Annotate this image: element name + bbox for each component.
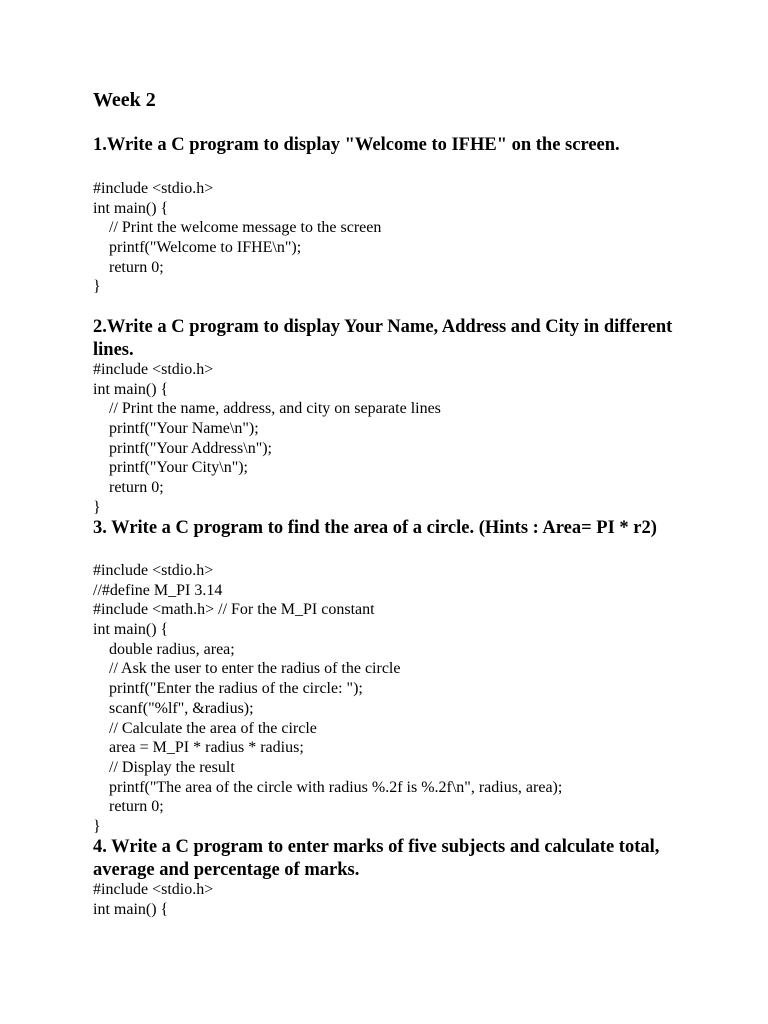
code-line: return 0; bbox=[93, 479, 164, 497]
code-line: scanf("%lf", &radius); bbox=[93, 699, 254, 717]
code-line: // Print the name, address, and city on separate lines bbox=[93, 400, 441, 418]
code-line: } bbox=[93, 278, 101, 296]
question-2-code-block bbox=[93, 360, 441, 518]
code-line: } bbox=[93, 498, 101, 516]
code-line: // Print the welcome message to the screen bbox=[93, 219, 382, 237]
question-1-heading: 1.Write a C program to display "Welcome to IFHE" on the screen. bbox=[93, 135, 620, 155]
code-line: #include <stdio.h> bbox=[93, 881, 214, 898]
code-line: printf("Your City\n"); bbox=[93, 459, 248, 477]
code-line: #include <stdio.h> bbox=[93, 562, 214, 579]
question-4-code-block bbox=[93, 880, 213, 919]
code-line: #include <stdio.h> bbox=[93, 361, 214, 378]
code-line: // Calculate the area of the circle bbox=[93, 719, 317, 737]
document-title: Week 2 bbox=[93, 89, 156, 111]
question-3-heading: 3. Write a C program to find the area of a circle. (Hints : Area= PI * r2) bbox=[93, 518, 657, 538]
question-3-code-block bbox=[93, 561, 562, 837]
code-line: // Display the result bbox=[93, 758, 235, 776]
question-4-heading: 4. Write a C program to enter marks of five subjects and calculate total, average and percentage of marks. bbox=[93, 837, 660, 880]
code-line: int main() { bbox=[93, 900, 169, 918]
code-line: // Ask the user to enter the radius of the circle bbox=[93, 660, 401, 678]
code-line: #include <math.h> // For the M_PI constant bbox=[93, 601, 375, 619]
code-line: printf("Welcome to IFHE\n"); bbox=[93, 239, 302, 257]
code-line: double radius, area; bbox=[93, 640, 235, 658]
code-line: int main() { bbox=[93, 621, 169, 639]
code-line: int main() { bbox=[93, 380, 169, 398]
code-line: area = M_PI * radius * radius; bbox=[93, 739, 304, 757]
code-line: #include <stdio.h> bbox=[93, 180, 214, 197]
code-line: printf("Enter the radius of the circle: "); bbox=[93, 680, 363, 698]
code-line: int main() { bbox=[93, 199, 169, 217]
code-line: } bbox=[93, 817, 101, 835]
code-line: printf("The area of the circle with radius %.2f is %.2f\n", radius, area); bbox=[93, 778, 563, 796]
code-line: return 0; bbox=[93, 798, 164, 816]
code-line: printf("Your Name\n"); bbox=[93, 420, 259, 438]
question-2-heading: 2.Write a C program to display Your Name, Address and City in different lines. bbox=[93, 317, 673, 360]
code-line: printf("Your Address\n"); bbox=[93, 439, 272, 457]
code-line: //#define M_PI 3.14 bbox=[93, 581, 223, 599]
question-1-code-block bbox=[93, 179, 381, 297]
code-line: return 0; bbox=[93, 258, 164, 276]
